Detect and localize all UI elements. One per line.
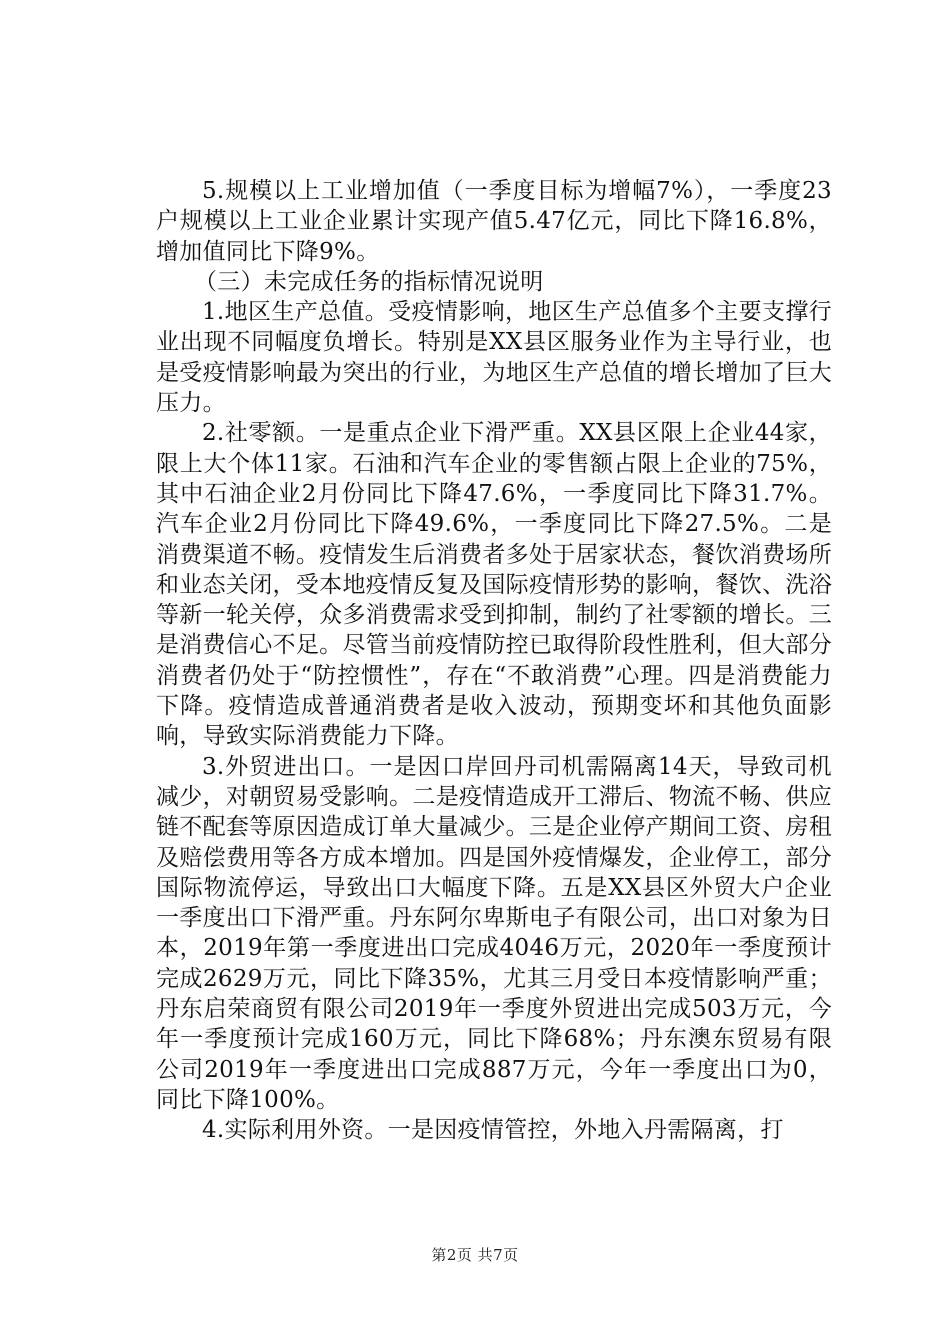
paragraph-foreign-investment: 4.实际利用外资。一是因疫情管控，外地入丹需隔离，打 [202, 1117, 784, 1144]
section-heading: （三）未完成任务的指标情况说明 [194, 268, 544, 295]
paragraph-foreign-trade: 3.外贸进出口。一是因口岸回丹司机需隔离14天，导致司机减少，对朝贸易受影响。二是疫情造成开工滞后、物流不畅、供应链不配套等原因造成订单大量减少。三是企业停产期间工资、房租及赔偿费用等各方成本增加。四是国外疫情爆发，企业停工，部分国际物流停运，导致出口大幅度下降。五是XX县区外贸大户企业一季度出口下滑严重。丹东阿尔卑斯电子有限公司，出口对象为日本，2019年第一季度进出口完成4046万元，2020年一季度预计完成2629万元，同比下降35%，尤其三月受日本疫情影响严重；丹东启荣商贸有限公司2019年一季度外贸进出完成503万元，今年一季度预计完成160万元，同比下降68%；丹东澳东贸易有限公司2019年一季度进出口完成887万元，今年一季度出口为0，同比下降100%。 [156, 753, 832, 1113]
page-footer: 第2页 共7页 [431, 1246, 519, 1264]
document-body [156, 176, 832, 1146]
paragraph-industrial-value: 5.规模以上工业增加值（一季度目标为增幅7%），一季度23户规模以上工业企业累计实现产值5.47亿元，同比下降16.8%，增加值同比下降9%。 [156, 178, 832, 265]
paragraph-gdp: 1.地区生产总值。受疫情影响，地区生产总值多个主要支撑行业出现不同幅度负增长。特别是XX县区服务业作为主导行业，也是受疫情影响最为突出的行业，为地区生产总值的增长增加了巨大压力。 [156, 299, 832, 417]
paragraph-retail-sales: 2.社零额。一是重点企业下滑严重。XX县区限上企业44家，限上大个体11家。石油和汽车企业的零售额占限上企业的75%，其中石油企业2月份同比下降47.6%，一季度同比下降31.7%。汽车企业2月份同比下降49.6%，一季度同比下降27.5%。二是消费渠道不畅。疫情发生后消费者多处于居家状态，餐饮消费场所和业态关闭，受本地疫情反复及国际疫情形势的影响，餐饮、洗浴等新一轮关停，众多消费需求受到抑制，制约了社零额的增长。三是消费信心不足。尽管当前疫情防控已取得阶段性胜利，但大部分消费者仍处于“防控惯性”，存在“不敢消费”心理。四是消费能力下降。疫情造成普通消费者是收入波动，预期变坏和其他负面影响，导致实际消费能力下降。 [156, 420, 832, 750]
